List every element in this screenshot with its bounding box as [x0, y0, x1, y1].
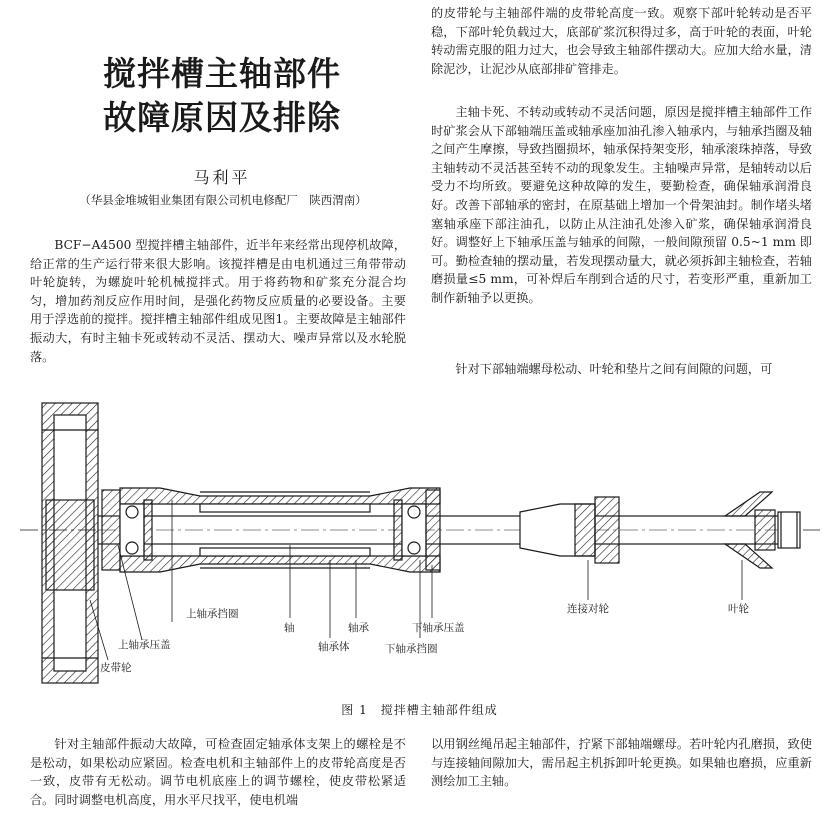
author-name: 马利平	[193, 168, 251, 187]
label-upper-bearing-cover: 上轴承压盖	[118, 639, 171, 651]
pulley-drawing	[42, 403, 98, 683]
label-shaft: 轴	[284, 622, 295, 634]
label-bearing: 轴承	[348, 622, 369, 634]
author-affiliation: （华县金堆城钼业集团有限公司机电修配厂 陕西渭南）	[79, 193, 367, 207]
label-pulley: 皮带轮	[100, 662, 132, 674]
label-upper-bearing-retainer: 上轴承挡圈	[186, 608, 239, 620]
bottom-right-paragraph: 以用钢丝绳吊起主轴部件，拧紧下部轴端螺母。若叶轮内孔磨损，致使与连接轴间隙加大，需吊起主机拆卸叶轮更换。如果轴也磨损，应重新测绘加工主轴。	[431, 737, 812, 789]
figure-caption: 图 1 搅拌槽主轴部件组成	[341, 703, 498, 717]
label-coupling-wheel: 连接对轮	[567, 603, 609, 615]
bottom-left-paragraph: 针对主轴部件振动大故障，可检查固定轴承体支架上的螺栓是不是松动，如果松动应紧固。检查电机和主轴部件上的皮带轮高度是否一致，皮带有无松动。调节电机底座上的调节螺栓，使皮带松紧适合。同时调整电机高度，用水平尺找平，使电机端	[30, 737, 406, 807]
article-title-line2: 故障原因及排除	[103, 98, 341, 137]
right-paragraph-nut-loose: 针对下部轴端螺母松动、叶轮和垫片之间有间隙的问题，可	[455, 362, 773, 376]
coupling-wheel-drawing	[520, 497, 619, 563]
label-lower-bearing-cover: 下轴承压盖	[412, 622, 465, 634]
article-title-line1: 搅拌槽主轴部件	[103, 54, 341, 93]
label-lower-bearing-retainer: 下轴承挡圈	[385, 643, 438, 655]
right-paragraph-shaft-jam: 主轴卡死、不转动或转动不灵活问题，原因是搅拌槽主轴部件工作时矿浆会从下部轴端压盖或轴承座加油孔渗入轴承内，与轴承挡圈及轴之间产生摩擦，导致挡圈损坏，轴承保持架变形，轴承滚珠掉落，导致主轴转动不灵活甚至转不动的现象发生。主轴噪声异常，是轴转动以后受力不均所致。要避免这种故障的发生，要勤检查，确保轴承润滑良好。改善下部轴承的密封，在原基础上增加一个骨架油封。制作堵头堵塞轴承座下部注油孔，以防止从注油孔处渗入矿浆，确保轴承润滑良好。调整好上下轴承压盖与轴承的间隙，一般间隙预留 0.5~1 mm 即可。勤检查轴的摆动量，若发现摆动量大，就必须拆卸主轴检查，若轴磨损量≤5 mm，可补焊后车削到合适的尺寸，若变形严重，重新加工制作新轴予以更换。	[431, 105, 812, 305]
label-impeller: 叶轮	[728, 603, 749, 615]
right-paragraph-continued: 的皮带轮与主轴部件端的皮带轮高度一致。观察下部叶轮转动是否平稳，下部叶轮负载过大，底部矿浆沉积得过多，高于叶轮的表面，叶轮转动需克服的阻力过大，也会导致主轴部件摆动大。应加大给水量，清除泥沙，让泥沙从底部排矿管排走。	[431, 6, 812, 76]
intro-paragraph: BCF−A4500 型搅拌槽主轴部件，近半年来经常出现停机故障，给正常的生产运行带来很大影响。该搅拌槽是由电机通过三角带带动叶轮旋转，为螺旋叶轮机械搅拌式。用于将药物和矿浆充分混合均匀，增加药剂反应作用时间，是强化药物反应质量的必要设备。主要用于浮选前的搅拌。搅拌槽主轴部件组成见图1。主要故障是主轴部件振动大，有时主轴卡死或转动不灵活、摆动大、噪声异常以及水轮脱落。	[30, 238, 406, 364]
label-bearing-body: 轴承体	[318, 641, 350, 653]
